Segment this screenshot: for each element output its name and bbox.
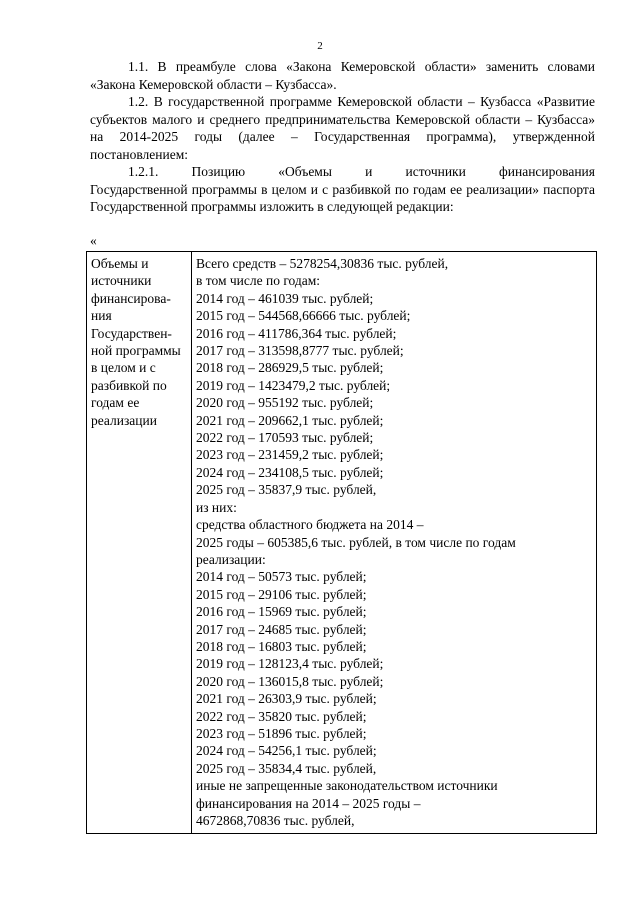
opening-quote: «: [90, 233, 97, 248]
funding-line: 2018 год – 16803 тыс. рублей;: [196, 638, 367, 654]
paragraph-1-2-1-rest: Государственной программы в целом и с разбивкой по годам ее реализации» паспорта Государственной программы изложить в следующей редакции:: [90, 181, 595, 214]
funding-line: 2025 год – 35837,9 тыс. рублей,: [196, 482, 377, 498]
funding-line: 2023 год – 231459,2 тыс. рублей;: [196, 447, 384, 463]
funding-line: 2020 год – 136015,8 тыс. рублей;: [196, 673, 384, 689]
funding-line: 2015 год – 544568,66666 тыс. рублей;: [196, 308, 411, 324]
paragraph-1-2-1: [90, 163, 595, 216]
funding-line: 2017 год – 313598,8777 тыс. рублей;: [196, 343, 404, 359]
funding-line: в том числе по годам:: [196, 273, 321, 289]
paragraph-1-2-1-first-line: 1.2.1. Позицию «Объемы и источники финансирования: [128, 164, 595, 179]
funding-line: 2025 годы – 605385,6 тыс. рублей, в том числе по годам: [196, 534, 516, 550]
funding-line: 2024 год – 234108,5 тыс. рублей;: [196, 464, 384, 480]
funding-line: 2015 год – 29106 тыс. рублей;: [196, 586, 367, 602]
passport-table: [86, 251, 597, 834]
funding-line: реализации:: [196, 551, 266, 567]
funding-line: Всего средств – 5278254,30836 тыс. рублей,: [196, 256, 449, 271]
funding-line: 2021 год – 26303,9 тыс. рублей;: [196, 691, 377, 707]
page-number: 2: [317, 40, 323, 52]
funding-line: средства областного бюджета на 2014 –: [196, 517, 424, 533]
funding-line: 2014 год – 461039 тыс. рублей;: [196, 290, 374, 306]
funding-line: из них:: [196, 499, 237, 515]
funding-line: 2019 год – 128123,4 тыс. рублей;: [196, 656, 384, 672]
funding-line: иные не запрещенные законодательством источники: [196, 778, 498, 794]
funding-line: 2016 год – 411786,364 тыс. рублей;: [196, 325, 397, 341]
funding-line: 2019 год – 1423479,2 тыс. рублей;: [196, 377, 391, 393]
funding-line: 2018 год – 286929,5 тыс. рублей;: [196, 360, 384, 376]
funding-line: 2022 год – 35820 тыс. рублей;: [196, 708, 367, 724]
funding-line: 2021 год – 209662,1 тыс. рублей;: [196, 412, 384, 428]
table-left-cell: Объемы и источники финансирова-ния Государствен-ной программы в целом и с разбивкой по годам ее реализации: [87, 252, 192, 834]
funding-line: финансирования на 2014 – 2025 годы –: [196, 795, 421, 811]
funding-line: 2022 год – 170593 тыс. рублей;: [196, 430, 374, 446]
funding-line: 4672868,70836 тыс. рублей,: [196, 813, 355, 828]
funding-line: 2016 год – 15969 тыс. рублей;: [196, 604, 367, 620]
funding-line: 2017 год – 24685 тыс. рублей;: [196, 621, 367, 637]
funding-line: 2020 год – 955192 тыс. рублей;: [196, 395, 374, 411]
paragraph-1-2: 1.2. В государственной программе Кемеровской области – Кузбасса «Развитие субъектов малого и среднего предпринимательства Кемеровской области – Кузбасса» на 2014-2025 годы (далее – Государственная программа), утвержденной постановлением:: [90, 94, 595, 162]
table-row: [87, 252, 597, 834]
paragraph-1-1: 1.1. В преамбуле слова «Закона Кемеровской области» заменить словами «Закона Кемеровской области – Кузбасса».: [90, 59, 595, 92]
funding-line: 2023 год – 51896 тыс. рублей;: [196, 725, 367, 741]
funding-line: 2014 год – 50573 тыс. рублей;: [196, 569, 367, 585]
funding-line: 2024 год – 54256,1 тыс. рублей;: [196, 743, 377, 759]
table-right-cell: [192, 252, 597, 834]
funding-line: 2025 год – 35834,4 тыс. рублей,: [196, 760, 377, 776]
